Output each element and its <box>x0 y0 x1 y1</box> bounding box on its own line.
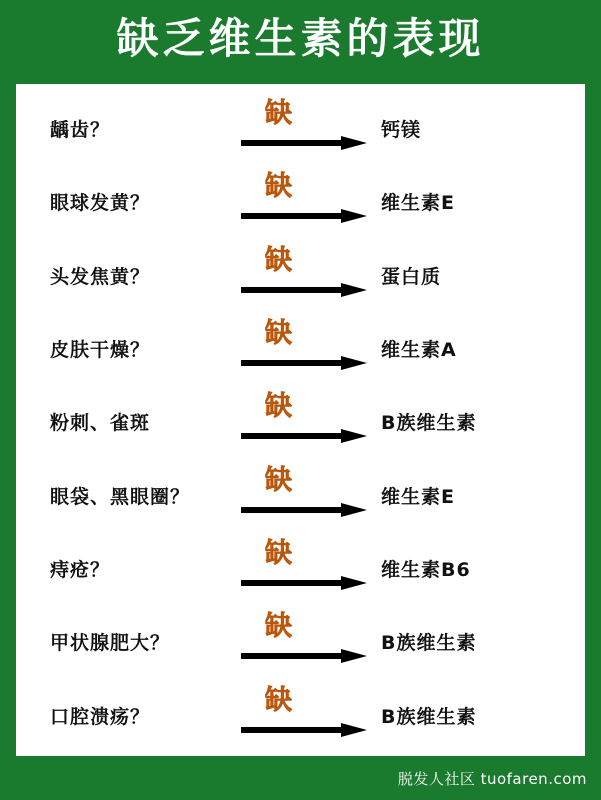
nutrient-label: 维生素E <box>381 485 455 508</box>
arrow-cell <box>231 92 371 165</box>
symptom-label: 眼球发黄？ <box>50 192 151 215</box>
list-item <box>16 165 585 238</box>
arrow-right-icon <box>241 576 367 590</box>
nutrient-label: B族维生素 <box>381 632 477 655</box>
nutrient-label: 钙镁 <box>381 119 422 142</box>
arrow-right-icon <box>241 283 367 297</box>
symptom-label: 口腔溃疡？ <box>50 705 151 728</box>
nutrient-label: B族维生素 <box>381 705 477 728</box>
list-item <box>16 459 585 532</box>
list-item <box>16 385 585 458</box>
list-item <box>16 92 585 165</box>
list-item <box>16 312 585 385</box>
deficiency-label: 缺 <box>265 244 293 276</box>
nutrient-label: 维生素E <box>381 192 455 215</box>
symptom-label: 皮肤干燥？ <box>50 339 151 362</box>
deficiency-label: 缺 <box>265 611 293 643</box>
arrow-cell <box>231 165 371 238</box>
poster-footer <box>0 756 601 800</box>
list-item <box>16 605 585 678</box>
symptom-label: 痔疮？ <box>50 559 111 582</box>
arrow-right-icon <box>241 429 367 443</box>
symptom-label: 龋齿？ <box>50 119 111 142</box>
arrow-right-icon <box>241 723 367 737</box>
arrow-cell <box>231 385 371 458</box>
symptom-label: 甲状腺肥大？ <box>50 632 171 655</box>
page-title: 缺乏维生素的表现 <box>116 14 485 63</box>
deficiency-label: 缺 <box>265 317 293 349</box>
symptom-list <box>16 84 585 756</box>
arrow-cell <box>231 679 371 752</box>
nutrient-label: 维生素B6 <box>381 559 471 582</box>
deficiency-label: 缺 <box>265 684 293 716</box>
arrow-right-icon <box>241 356 367 370</box>
nutrient-label: 蛋白质 <box>381 265 442 288</box>
content-board <box>16 84 585 756</box>
symptom-label: 眼袋、黑眼圈？ <box>50 485 191 508</box>
arrow-right-icon <box>241 649 367 663</box>
watermark-label: 脱发人社区 tuofaren.com <box>397 769 587 788</box>
deficiency-label: 缺 <box>265 464 293 496</box>
deficiency-label: 缺 <box>265 171 293 203</box>
list-item <box>16 679 585 752</box>
nutrient-label: B族维生素 <box>381 412 477 435</box>
nutrient-label: 维生素A <box>381 339 457 362</box>
deficiency-label: 缺 <box>265 98 293 129</box>
list-item <box>16 239 585 312</box>
deficiency-label: 缺 <box>265 537 293 569</box>
arrow-right-icon <box>241 503 367 517</box>
arrow-cell <box>231 605 371 678</box>
arrow-cell <box>231 239 371 312</box>
arrow-right-icon <box>241 209 367 223</box>
arrow-cell <box>231 312 371 385</box>
arrow-right-icon <box>241 136 367 150</box>
list-item <box>16 532 585 605</box>
poster-header <box>0 0 601 78</box>
symptom-label: 粉刺、雀斑 <box>50 412 151 435</box>
arrow-cell <box>231 532 371 605</box>
symptom-label: 头发焦黄？ <box>50 265 151 288</box>
arrow-cell <box>231 459 371 532</box>
deficiency-label: 缺 <box>265 391 293 423</box>
